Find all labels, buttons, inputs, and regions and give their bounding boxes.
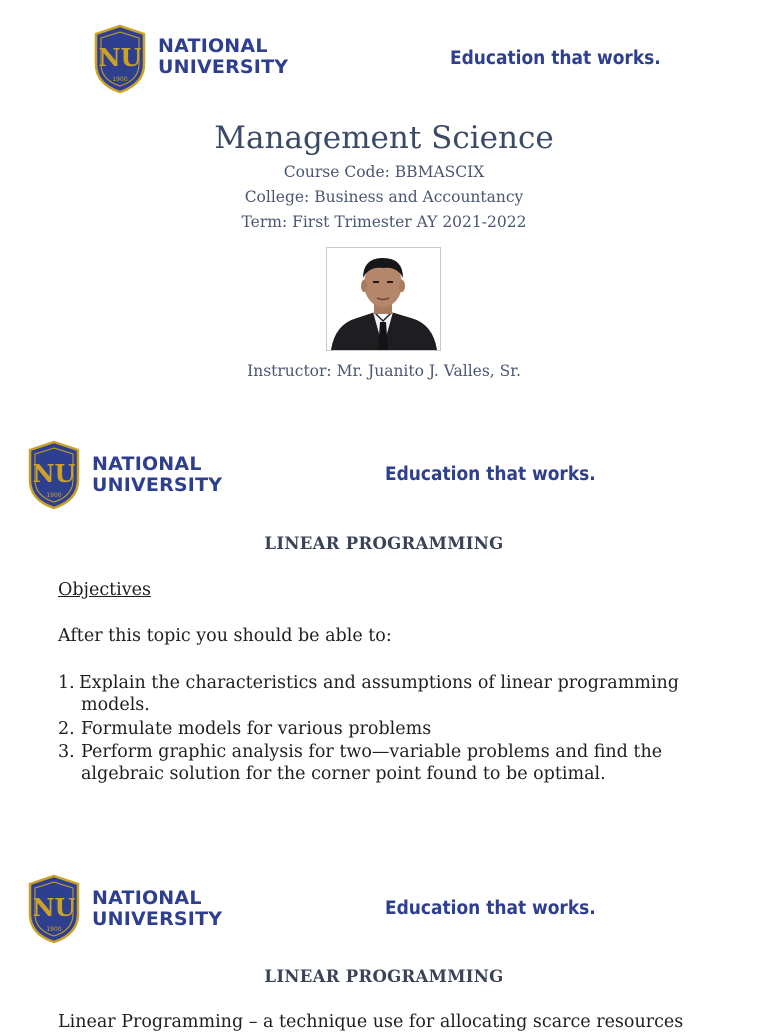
institution-name: NATIONAL UNIVERSITY — [158, 35, 289, 78]
section-heading: LINEAR PROGRAMMING — [264, 967, 504, 986]
header-banner-1 — [90, 24, 661, 102]
partial-paragraph: Linear Programming – a technique use for allocating scarce resources — [58, 1012, 684, 1032]
institution-name: NATIONAL UNIVERSITY — [92, 887, 223, 930]
college: College: Business and Accountancy — [244, 188, 524, 206]
section-heading: LINEAR PROGRAMMING — [264, 534, 504, 553]
objectives-label: Objectives — [58, 580, 151, 600]
intro-text: After this topic you should be able to: — [58, 626, 392, 646]
list-item-text: Explain the characteristics and assumptions of linear programming — [79, 673, 679, 693]
svg-text:NU: NU — [32, 893, 76, 922]
course-title: Management Science — [214, 120, 554, 156]
list-item-text-cont: models. — [81, 695, 150, 715]
instructor-name: Instructor: Mr. Juanito J. Valles, Sr. — [247, 362, 521, 380]
instructor-photo — [326, 247, 441, 351]
portrait-image — [327, 248, 440, 350]
institution-name: NATIONAL UNIVERSITY — [92, 453, 223, 496]
university-seal-icon — [26, 874, 82, 944]
term: Term: First Trimester AY 2021-2022 — [241, 213, 527, 231]
list-item-text: Perform graphic analysis for two—variable problems and find the — [81, 742, 663, 762]
tagline: Education that works. — [450, 48, 661, 69]
list-item-text: Formulate models for various problems — [81, 719, 432, 739]
list-item-number: 3. — [58, 742, 75, 762]
tagline: Education that works. — [385, 464, 596, 485]
list-item-number: 1. — [58, 673, 75, 693]
university-seal-icon — [26, 440, 82, 510]
course-code: Course Code: BBMASCIX — [283, 163, 485, 181]
svg-text:1900: 1900 — [112, 76, 128, 83]
svg-text:NU: NU — [98, 43, 142, 72]
header-banner-3 — [24, 874, 596, 952]
tagline: Education that works. — [385, 898, 596, 919]
university-seal-icon — [92, 24, 148, 94]
header-banner-2 — [24, 440, 596, 518]
list-item-number: 2. — [58, 719, 75, 739]
list-item-text-cont: algebraic solution for the corner point found to be optimal. — [81, 764, 606, 784]
svg-text:1900: 1900 — [46, 926, 62, 933]
svg-text:NU: NU — [32, 459, 76, 488]
svg-text:1900: 1900 — [46, 492, 62, 499]
